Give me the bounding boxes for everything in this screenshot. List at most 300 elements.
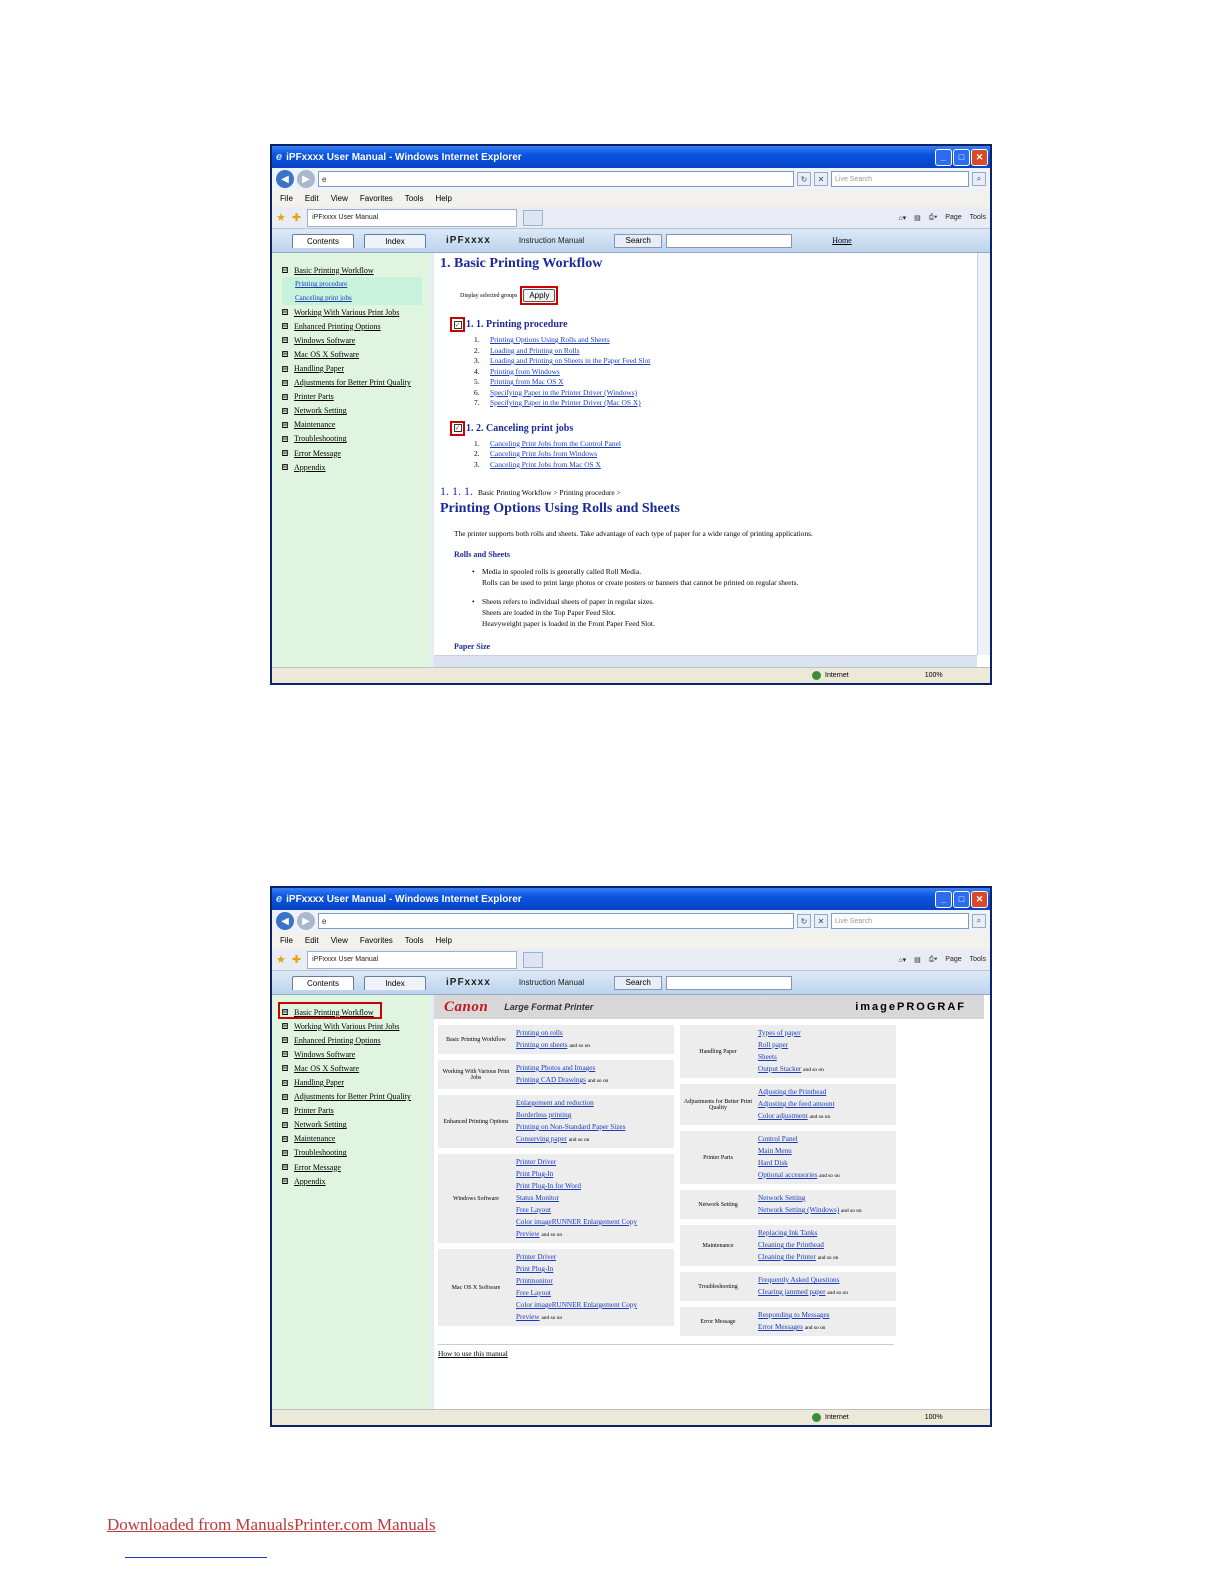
address-toolbar: [272, 910, 990, 932]
and-so-on: and so on: [803, 1067, 824, 1073]
sidebar-item-enhanced-printing[interactable]: [282, 319, 430, 333]
expand-icon[interactable]: ⊞: [282, 1024, 288, 1030]
menu-bar: [272, 190, 990, 207]
category-link[interactable]: Print Plug-In for Word: [516, 1182, 581, 1190]
globe-icon: [812, 671, 821, 680]
category-link[interactable]: Free Layout: [516, 1289, 551, 1297]
list-number: 7.: [474, 398, 480, 407]
category-link[interactable]: Printer Driver: [516, 1253, 557, 1261]
maximize-button[interactable]: □: [953, 891, 970, 908]
highlight-box: [278, 1002, 382, 1019]
sidebar-item-label: Troubleshooting: [294, 1148, 347, 1158]
sidebar-item-label: Adjustments for Better Print Quality: [294, 1092, 411, 1102]
expand-icon[interactable]: ⊞: [282, 366, 288, 372]
sidebar-item-error-message[interactable]: [282, 446, 430, 460]
security-zone: Internet: [825, 672, 849, 679]
expand-icon[interactable]: ⊞: [282, 422, 288, 428]
category-link[interactable]: Main Menu: [758, 1147, 792, 1155]
favorites-bar: [272, 207, 990, 229]
section-list: [474, 335, 984, 409]
favorites-star-icon[interactable]: ★: [276, 212, 286, 224]
sidebar-item-handling-paper[interactable]: [282, 1075, 430, 1089]
expand-icon[interactable]: ⊞: [282, 1066, 288, 1072]
category-column-right: [680, 1025, 896, 1342]
and-so-on: and so on: [568, 1137, 590, 1143]
bullet-line: Sheets are loaded in the Top Paper Feed Slot.: [482, 608, 616, 617]
checkmark-icon: ✓: [454, 320, 461, 329]
expand-icon[interactable]: ⊞: [282, 394, 288, 400]
category-link[interactable]: Cleaning the Printer: [758, 1253, 816, 1261]
list-number: 1.: [474, 438, 480, 448]
list-item: [474, 356, 984, 367]
section-checkbox[interactable]: [450, 421, 465, 436]
sidebar-item-adjustments[interactable]: [282, 1090, 430, 1104]
category-link[interactable]: Types of paper: [758, 1029, 801, 1037]
ie-icon: e: [276, 151, 283, 163]
sidebar-item-label: Network Setting: [294, 1120, 347, 1130]
category-link[interactable]: Preview: [516, 1230, 540, 1238]
manual-search-input[interactable]: [666, 976, 792, 990]
forward-button[interactable]: ▶: [297, 912, 315, 930]
category-block: [680, 1307, 896, 1336]
new-tab-button[interactable]: [523, 210, 543, 226]
category-link[interactable]: Optional accessories: [758, 1171, 818, 1179]
expand-icon[interactable]: ⊞: [282, 1136, 288, 1142]
zoom-level[interactable]: 100%: [924, 672, 943, 679]
section-list: [474, 439, 984, 471]
globe-icon: [812, 1413, 821, 1422]
list-number: 3.: [474, 459, 480, 469]
home-icon[interactable]: ⌂▾: [898, 956, 907, 964]
sidebar-subitem-canceling-print-jobs[interactable]: Canceling print jobs: [282, 291, 422, 305]
print-icon[interactable]: ⎙▾: [928, 213, 938, 221]
expand-icon[interactable]: ⊞: [282, 352, 288, 358]
category-block: [680, 1131, 896, 1184]
list-item: [474, 346, 984, 357]
and-so-on: and so on: [809, 1114, 831, 1120]
category-link[interactable]: Printing CAD Drawings: [516, 1076, 586, 1084]
manual-subtitle: Instruction Manual: [518, 236, 585, 245]
tab-contents[interactable]: Contents: [292, 976, 354, 990]
sidebar-item-label: Basic Printing Workflow: [294, 1007, 374, 1017]
tab-contents[interactable]: Contents: [292, 234, 354, 248]
expand-icon[interactable]: ⊞: [282, 1122, 288, 1128]
sidebar-item-working-with-print-jobs[interactable]: [282, 1019, 430, 1033]
expand-icon[interactable]: ⊞: [282, 1108, 288, 1114]
category-link[interactable]: Printing on sheets: [516, 1041, 568, 1049]
zoom-level[interactable]: 100%: [924, 1414, 943, 1421]
content-pane: [434, 995, 990, 1409]
search-icon[interactable]: ⌕: [972, 172, 986, 186]
list-link[interactable]: Printing from Mac OS X: [490, 377, 564, 386]
category-link[interactable]: Color imageRUNNER Enlargement Copy: [516, 1301, 638, 1309]
forward-button[interactable]: ▶: [297, 170, 315, 188]
sidebar: [272, 995, 434, 1409]
menu-tools[interactable]: Tools: [404, 194, 424, 203]
sidebar-item-printer-parts[interactable]: [282, 390, 430, 404]
category-link[interactable]: Preview: [516, 1313, 540, 1321]
category-link[interactable]: Replacing Ink Tanks: [758, 1229, 818, 1237]
apply-button[interactable]: [520, 286, 558, 305]
favorites-bar: [272, 949, 990, 971]
menu-file[interactable]: File: [280, 194, 293, 203]
home-icon[interactable]: ⌂▾: [898, 214, 907, 222]
sidebar-item-label: Enhanced Printing Options: [294, 321, 381, 331]
category-link[interactable]: Printing on rolls: [516, 1029, 563, 1037]
sidebar-item-troubleshooting[interactable]: [282, 432, 430, 446]
expand-icon[interactable]: ⊞: [282, 1150, 288, 1156]
title-bar[interactable]: [272, 146, 990, 168]
category-block: [680, 1225, 896, 1266]
subheading-paper-size: Paper Size: [454, 642, 491, 651]
menu-help[interactable]: Help: [435, 194, 452, 203]
list-number: 5.: [474, 377, 480, 386]
menu-edit[interactable]: Edit: [304, 194, 319, 203]
expand-icon[interactable]: ⊞: [282, 408, 288, 414]
sidebar-item-maintenance[interactable]: [282, 418, 430, 432]
back-button[interactable]: ◀: [276, 912, 294, 930]
list-link[interactable]: Specifying Paper in the Printer Driver (Mac OS X): [490, 398, 641, 407]
sidebar-item-network-setting[interactable]: [282, 404, 430, 418]
menu-help[interactable]: Help: [435, 936, 452, 945]
menu-favorites[interactable]: Favorites: [359, 194, 393, 203]
list-link[interactable]: Canceling Print Jobs from Windows: [490, 449, 598, 458]
category-label: Mac OS X Software: [451, 1284, 501, 1291]
how-to-use-link[interactable]: How to use this manual: [438, 1349, 508, 1358]
category-link[interactable]: Sheets: [758, 1053, 777, 1061]
bullet-line: • Sheets refers to individual sheets of paper in regular sizes.: [482, 597, 654, 606]
sidebar-item-windows-software[interactable]: [282, 1047, 430, 1061]
category-block: [680, 1084, 896, 1125]
list-item: [474, 460, 984, 471]
back-button[interactable]: ◀: [276, 170, 294, 188]
sidebar-item-appendix[interactable]: [282, 460, 430, 474]
category-label: Adjustments for Better Print Quality: [683, 1098, 753, 1111]
expand-icon[interactable]: ⊞: [282, 380, 288, 386]
list-number: 1.: [474, 335, 480, 344]
category-link[interactable]: Network Setting: [758, 1194, 806, 1202]
list-link[interactable]: Loading and Printing on Sheets in the Paper Feed Slot: [490, 356, 651, 365]
horizontal-scrollbar[interactable]: [434, 655, 977, 667]
browser-tab-title: iPFxxxx User Manual: [312, 214, 379, 221]
refresh-icon[interactable]: ↻: [797, 914, 811, 928]
bullet-line: • Media in spooled rolls is generally called Roll Media.: [482, 567, 642, 576]
category-link[interactable]: Hard Disk: [758, 1159, 788, 1167]
expand-icon[interactable]: ⊞: [282, 1038, 288, 1044]
manual-search-input[interactable]: [666, 234, 792, 248]
browser-tab[interactable]: [307, 951, 517, 969]
category-label: Error Message: [700, 1318, 736, 1325]
sidebar-item-label: Error Message: [294, 1162, 341, 1172]
sidebar: [272, 253, 434, 667]
minimize-button[interactable]: _: [935, 149, 952, 166]
category-label: Working With Various Print Jobs: [442, 1068, 510, 1081]
list-link[interactable]: Canceling Print Jobs from the Control Panel: [490, 438, 621, 448]
brand-label: iPFxxxx: [446, 235, 491, 246]
banner-subtitle: Large Format Printer: [504, 1002, 594, 1012]
title-bar[interactable]: [272, 888, 990, 910]
close-button[interactable]: ✕: [971, 891, 988, 908]
sidebar-item-enhanced-printing[interactable]: [282, 1033, 430, 1047]
bullet-rolls: [482, 567, 984, 589]
feeds-icon[interactable]: ▤: [914, 214, 921, 222]
sidebar-item-label: Windows Software: [294, 335, 356, 345]
sidebar-item-label: Maintenance: [294, 420, 336, 430]
sidebar-item-mac-software[interactable]: [282, 1061, 430, 1075]
vertical-scrollbar[interactable]: [977, 253, 990, 655]
expand-icon[interactable]: ⊞: [282, 465, 288, 471]
expand-icon[interactable]: ⊞: [282, 1080, 288, 1086]
sidebar-item-label: Appendix: [294, 462, 326, 472]
category-link[interactable]: Control Panel: [758, 1135, 798, 1143]
expand-icon[interactable]: ⊟: [282, 268, 288, 274]
menu-tools[interactable]: Tools: [404, 936, 424, 945]
sidebar-item-label: Mac OS X Software: [294, 1063, 360, 1073]
add-favorites-icon[interactable]: ✚: [291, 954, 302, 966]
sidebar-item-label: Working With Various Print Jobs: [294, 307, 400, 317]
category-link[interactable]: Status Monitor: [516, 1194, 559, 1202]
sidebar-item-label: Working With Various Print Jobs: [294, 1021, 400, 1031]
filter-label: Display selected groups: [460, 292, 518, 299]
list-item: [474, 388, 984, 399]
sidebar-item-maintenance[interactable]: [282, 1132, 430, 1146]
category-label: Handling Paper: [699, 1048, 737, 1055]
banner: [434, 995, 984, 1019]
sidebar-item-label: Appendix: [294, 1176, 326, 1186]
bullet-sheets: [482, 597, 984, 630]
sidebar-item-appendix[interactable]: [282, 1174, 430, 1188]
sidebar-item-troubleshooting[interactable]: [282, 1146, 430, 1160]
and-so-on: and so on: [541, 1315, 563, 1321]
sidebar-item-adjustments[interactable]: [282, 376, 430, 390]
sidebar-item-label: Handling Paper: [294, 1078, 344, 1088]
section-title: 1. 1. Printing procedure: [466, 319, 568, 330]
category-link[interactable]: Printing Photos and Images: [516, 1064, 596, 1072]
page-menu[interactable]: Page: [945, 956, 962, 963]
category-link[interactable]: Color imageRUNNER Enlargement Copy: [516, 1218, 638, 1226]
content-pane: [434, 253, 990, 667]
minimize-button[interactable]: _: [935, 891, 952, 908]
category-link[interactable]: Error Messages: [758, 1323, 803, 1331]
sidebar-item-label: Network Setting: [294, 406, 347, 416]
expand-icon[interactable]: ⊞: [282, 1165, 288, 1171]
and-so-on: and so on: [819, 1173, 840, 1179]
menu-view[interactable]: View: [330, 194, 348, 203]
apply-button-label: Apply: [523, 289, 555, 302]
category-link[interactable]: Borderless printing: [516, 1111, 572, 1119]
category-label: Windows Software: [453, 1195, 499, 1202]
footer-rule: [125, 1557, 267, 1558]
category-block: [438, 1154, 674, 1243]
sidebar-item-working-with-print-jobs[interactable]: [282, 305, 430, 319]
print-icon[interactable]: ⎙▾: [928, 955, 938, 963]
page-menu[interactable]: Page: [945, 214, 962, 221]
sidebar-item-network-setting[interactable]: [282, 1118, 430, 1132]
category-link[interactable]: Print Plug-In: [516, 1170, 554, 1178]
search-input[interactable]: Live Search: [831, 913, 969, 929]
category-link[interactable]: Frequently Asked Questions: [758, 1276, 840, 1284]
close-button[interactable]: ✕: [971, 149, 988, 166]
sidebar-item-label: Printer Parts: [294, 392, 334, 402]
window-title: iPFxxxx User Manual - Windows Internet Explorer: [286, 151, 522, 163]
sidebar-item-windows-software[interactable]: [282, 333, 430, 347]
sidebar-item-label: Printer Parts: [294, 1106, 334, 1116]
expand-icon[interactable]: ⊞: [282, 436, 288, 442]
category-link[interactable]: Clearing jammed paper: [758, 1288, 826, 1296]
stop-icon[interactable]: ✕: [814, 914, 828, 928]
search-button[interactable]: Search: [614, 234, 662, 248]
sidebar-item-label: Error Message: [294, 448, 341, 458]
menu-favorites[interactable]: Favorites: [359, 936, 393, 945]
and-so-on: and so on: [817, 1255, 839, 1261]
list-item: [474, 367, 984, 378]
category-link[interactable]: Printer Driver: [516, 1158, 557, 1166]
menu-bar: [272, 932, 990, 949]
category-link[interactable]: Output Stacker: [758, 1065, 802, 1073]
category-link[interactable]: Enlargement and reduction: [516, 1099, 594, 1107]
window-title: iPFxxxx User Manual - Windows Internet Explorer: [286, 893, 522, 905]
sidebar-item-label: Basic Printing Workflow: [294, 265, 374, 275]
menu-file[interactable]: File: [280, 936, 293, 945]
category-link[interactable]: Print Plug-In: [516, 1265, 554, 1273]
sidebar-item-label: Handling Paper: [294, 364, 344, 374]
subheading-rolls-sheets: Rolls and Sheets: [454, 550, 511, 559]
search-button[interactable]: Search: [614, 976, 662, 990]
list-link[interactable]: Specifying Paper in the Printer Driver (Windows): [490, 387, 638, 397]
imageprograf-logo: imagePROGRAF: [855, 1001, 966, 1013]
address-bar[interactable]: e: [318, 913, 794, 929]
category-link[interactable]: Printing on Non-Standard Paper Sizes: [516, 1123, 626, 1131]
manual-subtitle: Instruction Manual: [518, 978, 585, 987]
browser-tab-title: iPFxxxx User Manual: [312, 956, 379, 963]
and-so-on: and so on: [827, 1290, 848, 1296]
list-link[interactable]: Loading and Printing on Rolls: [490, 345, 580, 355]
category-block: [680, 1190, 896, 1219]
category-link[interactable]: Free Layout: [516, 1206, 551, 1214]
home-link[interactable]: Home: [832, 236, 852, 245]
manual-header: [272, 229, 990, 253]
category-column-left: [438, 1025, 674, 1342]
sidebar-item-label: Enhanced Printing Options: [294, 1035, 381, 1045]
tab-index[interactable]: Index: [364, 234, 426, 248]
category-link[interactable]: Network Setting (Windows): [758, 1206, 840, 1214]
favorites-star-icon[interactable]: ★: [276, 954, 286, 966]
sidebar-item-label: Windows Software: [294, 1049, 356, 1059]
category-label: Network Setting: [698, 1201, 738, 1208]
list-item: [474, 439, 984, 450]
sidebar-item-error-message[interactable]: [282, 1160, 430, 1174]
browser-tab[interactable]: [307, 209, 517, 227]
list-link[interactable]: Printing from Windows: [490, 366, 560, 376]
expand-icon[interactable]: ⊞: [282, 310, 288, 316]
sidebar-item-label: Maintenance: [294, 1134, 336, 1144]
sidebar-item-handling-paper[interactable]: [282, 361, 430, 375]
expand-icon[interactable]: ⊞: [282, 1094, 288, 1100]
section-printing-procedure: [450, 317, 984, 332]
section-canceling-print-jobs: [450, 421, 984, 436]
menu-edit[interactable]: Edit: [304, 936, 319, 945]
intro-paragraph: The printer supports both rolls and sheets. Take advantage of each type of paper for a wide range of printing applications.: [454, 529, 813, 538]
new-tab-button[interactable]: [523, 952, 543, 968]
tools-menu[interactable]: Tools: [969, 214, 986, 221]
category-block: [438, 1249, 674, 1326]
list-number: 4.: [474, 366, 480, 376]
category-link[interactable]: Roll paper: [758, 1041, 789, 1049]
and-so-on: and so on: [587, 1078, 609, 1084]
download-footer-link[interactable]: Downloaded from ManualsPrinter.com Manuals: [107, 1515, 436, 1534]
list-link[interactable]: Canceling Print Jobs from Mac OS X: [490, 459, 601, 469]
brand-label: iPFxxxx: [446, 977, 491, 988]
bullet-line: Rolls can be used to print large photos or create posters or banners that cannot be printed on regular sheets.: [482, 578, 799, 587]
expand-icon[interactable]: ⊞: [282, 324, 288, 330]
bullet-line: Heavyweight paper is loaded in the Front Paper Feed Slot.: [482, 619, 655, 628]
list-item: [474, 335, 984, 346]
category-link[interactable]: Conserving paper: [516, 1135, 567, 1143]
section-number: 1. 1. 1.: [440, 484, 473, 498]
category-link[interactable]: Adjusting the feed amount: [758, 1100, 835, 1108]
section-checkbox[interactable]: [450, 317, 465, 332]
category-label: Printer Parts: [703, 1154, 733, 1161]
expand-icon[interactable]: ⊞: [282, 451, 288, 457]
category-link[interactable]: Printmonitor: [516, 1277, 553, 1285]
security-zone: Internet: [825, 1414, 849, 1421]
expand-icon[interactable]: ⊞: [282, 338, 288, 344]
category-link[interactable]: Cleaning the Printhead: [758, 1241, 824, 1249]
category-block: [438, 1025, 674, 1054]
category-block: [680, 1272, 896, 1301]
tab-index[interactable]: Index: [364, 976, 426, 990]
category-link[interactable]: Color adjustment: [758, 1112, 808, 1120]
expand-icon[interactable]: ⊞: [282, 1179, 288, 1185]
and-so-on: and so on: [804, 1325, 826, 1331]
canon-logo: Canon: [444, 998, 489, 1015]
list-number: 3.: [474, 356, 480, 365]
list-number: 2.: [474, 345, 480, 355]
tools-menu[interactable]: Tools: [969, 956, 986, 963]
ie-icon: e: [276, 893, 283, 905]
sidebar-item-label: Mac OS X Software: [294, 349, 360, 359]
status-bar: [272, 1409, 990, 1425]
manual-header: [272, 971, 990, 995]
section-title: 1. 2. Canceling print jobs: [466, 422, 574, 434]
expand-icon[interactable]: ⊞: [282, 1010, 288, 1016]
search-input[interactable]: Live Search: [831, 171, 969, 187]
category-label: Basic Printing Workflow: [446, 1036, 506, 1043]
maximize-button[interactable]: □: [953, 149, 970, 166]
address-bar[interactable]: e: [318, 171, 794, 187]
menu-view[interactable]: View: [330, 936, 348, 945]
list-link[interactable]: Printing Options Using Rolls and Sheets: [490, 335, 610, 344]
refresh-icon[interactable]: ↻: [797, 172, 811, 186]
feeds-icon[interactable]: ▤: [914, 956, 921, 964]
list-number: 6.: [474, 387, 480, 397]
list-item: [474, 377, 984, 388]
sidebar-item-basic-printing-workflow[interactable]: [282, 263, 430, 277]
list-item: [474, 449, 984, 460]
expand-icon[interactable]: ⊞: [282, 1052, 288, 1058]
category-link[interactable]: Responding to Messages: [758, 1311, 830, 1319]
sidebar-item-mac-software[interactable]: [282, 347, 430, 361]
sidebar-item-label: Adjustments for Better Print Quality: [294, 378, 411, 388]
add-favorites-icon[interactable]: ✚: [291, 212, 302, 224]
stop-icon[interactable]: ✕: [814, 172, 828, 186]
category-link[interactable]: Adjusting the Printhead: [758, 1088, 827, 1096]
sidebar-item-printer-parts[interactable]: [282, 1104, 430, 1118]
category-block: [438, 1095, 674, 1148]
search-icon[interactable]: ⌕: [972, 914, 986, 928]
sidebar-subitem-printing-procedure[interactable]: Printing procedure: [282, 277, 422, 291]
and-so-on: and so on: [569, 1043, 590, 1049]
